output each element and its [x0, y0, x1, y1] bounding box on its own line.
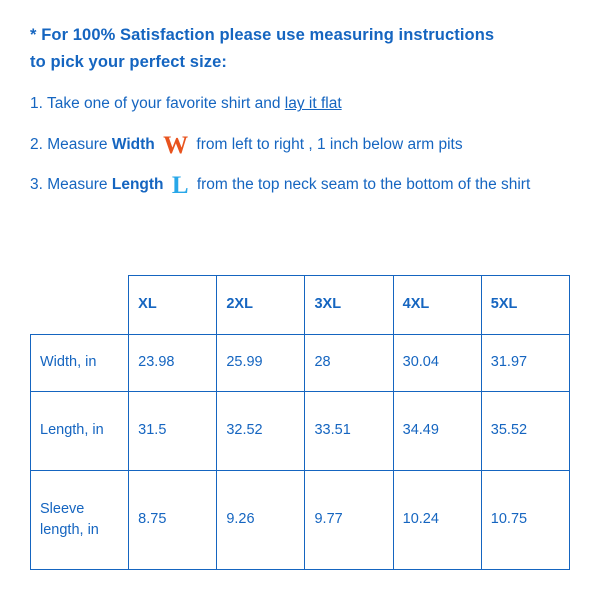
table-header-row — [31, 276, 570, 335]
cell-sleeve-5xl: 10.75 — [481, 471, 569, 570]
cell-length-5xl: 35.52 — [481, 392, 569, 471]
step-3-text-after: from the top neck seam to the bottom of — [196, 175, 471, 193]
cell-width-2xl: 25.99 — [217, 335, 305, 392]
cell-sleeve-4xl: 10.24 — [393, 471, 481, 570]
step-2-text-after: from left to right , 1 inch below arm pits — [196, 135, 463, 153]
cell-width-xl: 23.98 — [129, 335, 217, 392]
size-table-body — [31, 335, 570, 570]
column-header-xl: XL — [129, 276, 217, 335]
table-corner-cell — [31, 276, 129, 335]
step-3-text-before: Measure — [47, 175, 108, 193]
instructions-heading — [30, 22, 574, 75]
step-1-number: 1. — [30, 95, 43, 113]
step-3-number: 3. — [30, 175, 43, 193]
step-3-bold-word: Length — [111, 175, 164, 193]
step-3-text-wrap: the shirt — [475, 175, 531, 193]
cell-width-3xl: 28 — [305, 335, 393, 392]
cell-length-xl: 31.5 — [129, 392, 217, 471]
cell-sleeve-xl: 8.75 — [129, 471, 217, 570]
cell-length-2xl: 32.52 — [217, 392, 305, 471]
column-header-3xl: 3XL — [305, 276, 393, 335]
instruction-step-3 — [30, 172, 574, 197]
table-row — [31, 471, 570, 570]
cell-length-4xl: 34.49 — [393, 392, 481, 471]
size-table — [30, 275, 570, 570]
column-header-2xl: 2XL — [217, 276, 305, 335]
column-header-5xl: 5XL — [481, 276, 569, 335]
instruction-step-1 — [30, 91, 574, 116]
length-letter-icon: L — [171, 171, 189, 199]
table-row — [31, 392, 570, 471]
size-table-header — [31, 276, 570, 335]
step-1-underlined-text: lay it flat — [284, 95, 342, 113]
size-table-container — [30, 275, 570, 570]
cell-length-3xl: 33.51 — [305, 392, 393, 471]
instruction-step-2 — [30, 132, 574, 157]
step-2-bold-word: Width — [111, 135, 155, 153]
instruction-steps-list — [30, 91, 574, 199]
row-label-width: Width, in — [31, 335, 129, 392]
width-letter-icon: W — [163, 131, 189, 159]
heading-line-1: * For 100% Satisfaction please use measuring instructions — [30, 26, 495, 44]
cell-width-5xl: 31.97 — [481, 335, 569, 392]
step-2-text-before: Measure — [47, 135, 108, 153]
heading-line-2: to pick your perfect size: — [30, 52, 227, 71]
row-label-sleeve-length: Sleeve length, in — [31, 471, 129, 570]
cell-width-4xl: 30.04 — [393, 335, 481, 392]
row-label-length: Length, in — [31, 392, 129, 471]
step-2-number: 2. — [30, 135, 43, 153]
column-header-4xl: 4XL — [393, 276, 481, 335]
cell-sleeve-3xl: 9.77 — [305, 471, 393, 570]
step-1-text: Take one of your favorite shirt and — [46, 95, 281, 113]
cell-sleeve-2xl: 9.26 — [217, 471, 305, 570]
table-row — [31, 335, 570, 392]
